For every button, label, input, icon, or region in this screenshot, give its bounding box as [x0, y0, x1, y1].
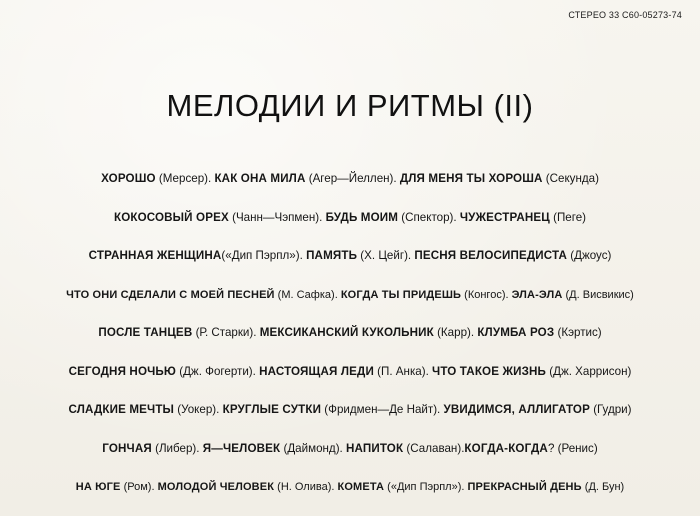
song-author: (Дж. Фогерти). — [176, 364, 260, 378]
track-line — [0, 399, 700, 438]
track-line — [0, 361, 700, 400]
track-line — [0, 322, 700, 361]
song-title: КОКОСОВЫЙ ОРЕХ — [113, 210, 229, 224]
track-line — [0, 168, 700, 207]
track-line — [0, 438, 700, 477]
song-author: (Фридмен—Де Найт). — [321, 403, 444, 416]
song-author: (Уокер). — [174, 403, 223, 416]
song-title: КАК ОНА МИЛА — [214, 172, 306, 185]
song-title: НАСТОЯЩАЯ ЛЕДИ — [259, 364, 374, 378]
song-author: (Р. Старки). — [192, 326, 260, 339]
song-author: («Дип Пэрпл»). — [221, 249, 307, 262]
song-author: («Дип Пэрпл»). — [384, 481, 468, 493]
song-title: БУДЬ МОИМ — [325, 210, 399, 224]
track-line — [0, 476, 700, 515]
song-author: (Н. Олива). — [274, 481, 338, 493]
song-author: (Кэртис) — [554, 326, 602, 339]
song-title: УВИДИМСЯ, АЛЛИГАТОР — [443, 403, 590, 416]
song-author: (Секунда) — [542, 172, 599, 185]
song-title: ХОРОШО — [101, 172, 156, 185]
song-title: НА ЮГЕ — [75, 481, 121, 493]
song-author: (П. Анка). — [373, 364, 433, 378]
song-title: МЕКСИКАНСКИЙ КУКОЛЬНИК — [259, 326, 434, 339]
song-title: ПЕСНЯ ВЕЛОСИПЕДИСТА — [414, 249, 568, 262]
track-list — [0, 168, 700, 515]
song-title: НАПИТОК — [346, 441, 404, 455]
song-title: КЛУМБА РОЗ — [477, 326, 555, 339]
song-author: (Д. Висвикис) — [562, 288, 634, 301]
song-title: ПОСЛЕ ТАНЦЕВ — [98, 326, 193, 339]
song-title: ДЛЯ МЕНЯ ТЫ ХОРОША — [399, 172, 543, 185]
song-author: (Д. Бун) — [581, 481, 625, 493]
song-author: (Гудри) — [589, 403, 632, 416]
song-title: СТРАННАЯ ЖЕНЩИНА — [88, 249, 222, 262]
song-title: ЧТО ТАКОЕ ЖИЗНЬ — [432, 364, 547, 378]
song-title: Я—ЧЕЛОВЕК — [202, 441, 281, 455]
song-title: КОГДА ТЫ ПРИДЕШЬ — [340, 288, 462, 301]
song-author: (Конгос). — [461, 288, 512, 301]
song-author: (Даймонд). — [280, 441, 346, 455]
song-title: ПРЕКРАСНЫЙ ДЕНЬ — [467, 481, 582, 493]
song-author: ? (Ренис) — [547, 441, 598, 455]
song-title: КОМЕТА — [337, 481, 385, 493]
track-line — [0, 245, 700, 284]
song-author: (Либер). — [151, 441, 203, 455]
album-title: МЕЛОДИИ И РИТМЫ (II) — [166, 88, 534, 123]
song-author: (Пеге) — [549, 210, 587, 224]
song-author: (Чанн—Чэпмен). — [228, 210, 326, 224]
song-title: СЛАДКИЕ МЕЧТЫ — [68, 403, 175, 416]
track-line — [0, 207, 700, 246]
song-title: ЧТО ОНИ СДЕЛАЛИ С МОЕЙ ПЕСНЕЙ — [66, 288, 275, 301]
song-author: (Х. Цейг). — [357, 249, 415, 262]
catalog-number: СТЕРЕО 33 С60-05273-74 — [568, 10, 682, 20]
song-author: (Агер—Йеллен). — [305, 172, 400, 185]
song-title: МОЛОДОЙ ЧЕЛОВЕК — [157, 481, 275, 493]
song-title: ЧУЖЕСТРАНЕЦ — [459, 210, 550, 224]
song-author: (Ром). — [120, 481, 158, 493]
song-author: (Салаван). — [403, 441, 465, 455]
song-title: ГОНЧАЯ — [102, 441, 152, 455]
song-author: (Мерсер). — [155, 172, 215, 185]
track-line — [0, 284, 700, 323]
song-title: ПАМЯТЬ — [306, 249, 358, 262]
song-author: (Спектор). — [398, 210, 460, 224]
song-title: КОГДА-КОГДА — [464, 441, 548, 455]
song-author: (Джоус) — [567, 249, 612, 262]
song-author: (Карр). — [433, 326, 478, 339]
song-title: СЕГОДНЯ НОЧЬЮ — [68, 364, 176, 378]
song-title: КРУГЛЫЕ СУТКИ — [222, 403, 322, 416]
song-author: (М. Сафка). — [274, 288, 341, 301]
song-title: ЭЛА-ЭЛА — [511, 288, 563, 301]
song-author: (Дж. Харрисон) — [546, 364, 632, 378]
